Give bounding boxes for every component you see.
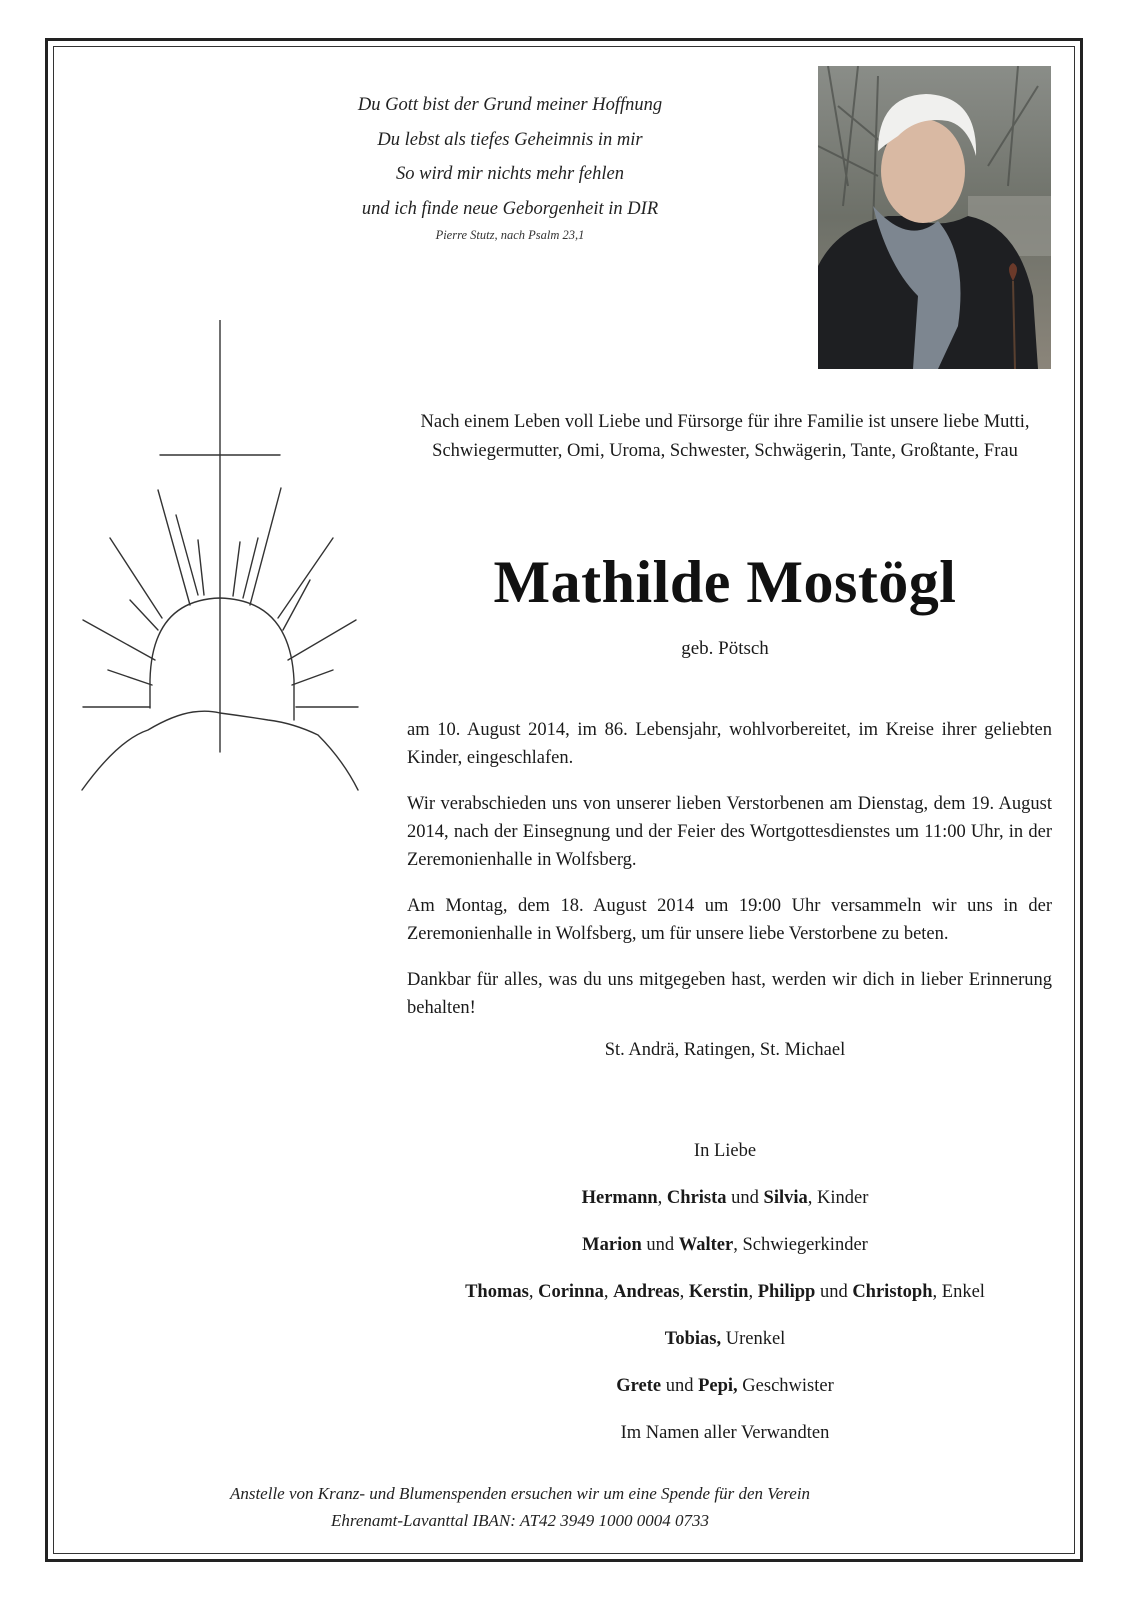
motto-line: Du lebst als tiefes Geheimnis in mir	[377, 129, 643, 150]
motto-source: Pierre Stutz, nach Psalm 23,1	[435, 228, 585, 242]
sun-arc	[150, 598, 294, 720]
family-line-geschwister: Grete und Pepi, Geschwister	[616, 1376, 834, 1396]
family-heading: In Liebe	[693, 1141, 757, 1161]
motto-line: So wird mir nichts mehr fehlen	[396, 164, 624, 184]
family-line-schwiegerkinder: Marion und Walter, Schwiegerkinder	[582, 1235, 868, 1255]
family-closing: Im Namen aller Verwandten	[620, 1423, 830, 1443]
gratitude-paragraph: Dankbar für alles, was du uns mitgegeben hast, werden wir dich in lieber Erinnerung behalten!	[407, 970, 1052, 1018]
family-line-kinder: Hermann, Christa und Silvia, Kinder	[581, 1188, 869, 1208]
death-notice-paragraph: am 10. August 2014, im 86. Lebensjahr, wohlvorbereitet, im Kreise ihrer geliebten Kinder, eingeschlafen.	[407, 720, 1052, 768]
family-line-enkel: Thomas, Corinna, Andreas, Kerstin, Philipp und Christoph, Enkel	[465, 1282, 985, 1302]
maiden-name: geb. Pötsch	[681, 638, 769, 659]
prayer-paragraph: Am Montag, dem 18. August 2014 um 19:00 Uhr versammeln wir uns in der Zeremonienhalle in Wolfsberg, um für unsere liebe Verstorbene zu beten.	[407, 896, 1052, 944]
intro-text: Nach einem Leben voll Liebe und Fürsorge für ihre Familie ist unsere liebe Mutti, Schwiegermutter, Omi, Uroma, Schwester, Schwägerin, Tante, Großtante, Frau	[420, 412, 1030, 461]
family-list	[370, 1128, 1080, 1457]
motto-line: und ich finde neue Geborgenheit in DIR	[361, 198, 659, 219]
motto-verse	[300, 88, 720, 226]
places: St. Andrä, Ratingen, St. Michael	[604, 1040, 846, 1060]
portrait-photo	[818, 66, 1051, 369]
motto-line: Du Gott bist der Grund meiner Hoffnung	[357, 95, 663, 115]
donation-note-line: Anstelle von Kranz- und Blumenspenden ersuchen wir um eine Spende für den Verein	[229, 1484, 811, 1503]
funeral-paragraph: Wir verabschieden uns von unserer lieben Verstorbenen am Dienstag, dem 19. August 2014, nach der Einsegnung und der Feier des Wortgottesdienstes um 11:00 Uhr, in der Zeremonienhalle in Wolfsberg.	[407, 794, 1052, 870]
donation-iban-line: Ehrenamt-Lavanttal IBAN: AT42 3949 1000 0004 0733	[330, 1511, 710, 1530]
family-line-urenkel: Tobias, Urenkel	[664, 1329, 786, 1349]
deceased-name: Mathilde Mostögl	[493, 549, 957, 615]
cross-sun-ornament	[78, 320, 368, 820]
donation-note	[200, 1480, 840, 1534]
